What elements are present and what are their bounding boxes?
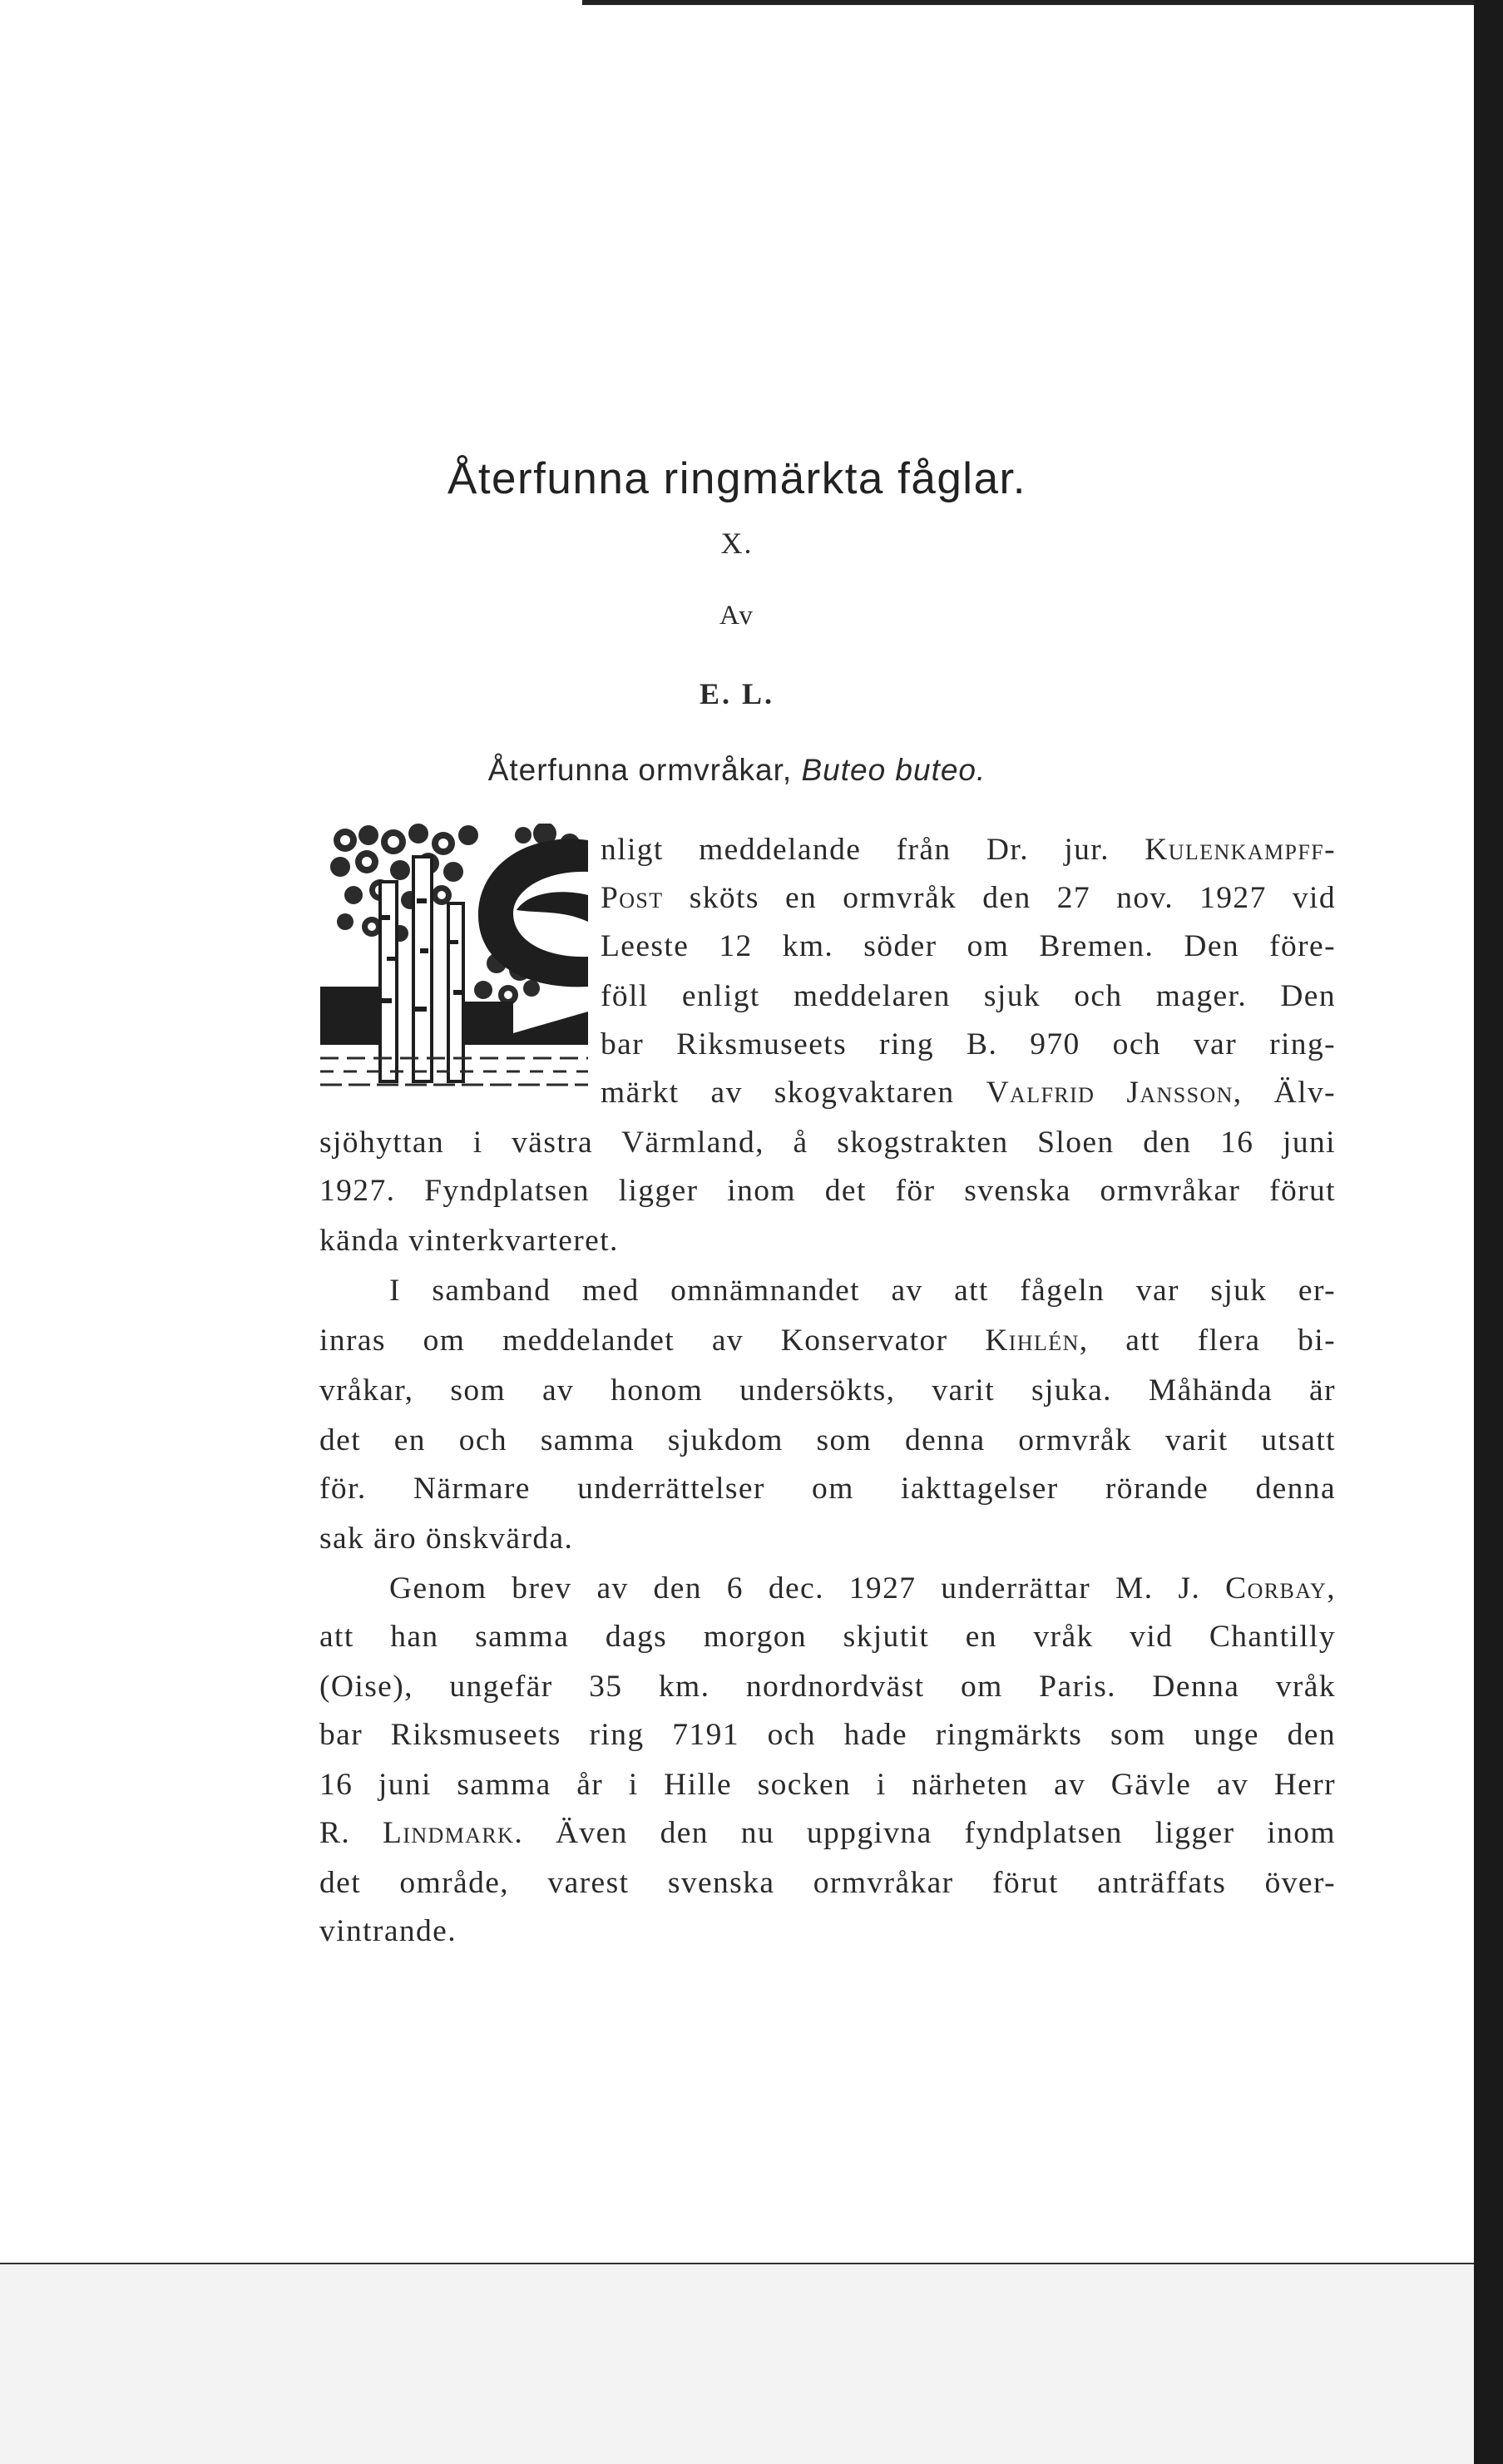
text-line: [319, 1323, 1336, 1358]
species-name: Buteo buteo.: [801, 753, 986, 787]
text-run: vråkar, som av honom undersökts, varit sjuka. Måhända är: [319, 1373, 1336, 1408]
section-heading-text: Återfunna ormvråkar,: [487, 753, 793, 787]
text-line: [601, 880, 1336, 916]
scan-border: [1474, 0, 1503, 2464]
text-run: det område, varest svenska ormvråkar förut anträffats över-: [319, 1866, 1336, 1900]
text-line: [389, 1571, 1336, 1606]
text-run: märkt av skogvaktaren: [601, 1076, 986, 1110]
text-line: [389, 1273, 1336, 1309]
text-line: [319, 1422, 1336, 1458]
text-run: bar Riksmuseets ring B. 970 och var ring-: [601, 1027, 1336, 1061]
text-run: sjöhyttan i västra Värmland, å skogstrakten Sloen den 16 juni: [319, 1126, 1336, 1160]
text-line: [319, 1767, 1336, 1803]
section-heading: [0, 753, 1474, 788]
byline-label: Av: [719, 601, 754, 631]
text-run: (Oise), ungefär 35 km. nordnordväst om Paris. Denna vråk: [319, 1670, 1336, 1704]
text-run: föll enligt meddelaren sjuk och mager. Den: [601, 979, 1336, 1013]
text-run: för. Närmare underrättelser om iakttagelser rörande denna: [319, 1472, 1336, 1506]
scan-margin: [0, 2264, 1474, 2464]
name-small-caps: Valfrid Jansson,: [986, 1076, 1243, 1110]
text-run: vintrande.: [319, 1914, 457, 1948]
scan-top-edge: [582, 0, 1474, 5]
text-run: det en och samma sjukdom som denna ormvråk varit utsatt: [319, 1423, 1336, 1457]
name-small-caps: Post: [601, 881, 664, 915]
text-line: [319, 1471, 1336, 1507]
author: E. L.: [699, 677, 775, 710]
text-line: [319, 1223, 619, 1259]
text-line: [319, 1717, 1336, 1753]
text-line: [319, 1865, 1336, 1901]
text-run: sköts en ormvråk den 27 nov. 1927 vid: [663, 881, 1336, 915]
text-run: att han samma dags morgon skjutit en vråk vid Chantilly: [319, 1620, 1336, 1654]
name-small-caps: Kihlén,: [985, 1324, 1089, 1358]
text-line: [319, 1619, 1336, 1655]
text-run: I samband med omnämnandet av att fågeln var sjuk er-: [389, 1274, 1336, 1308]
text-line: [601, 832, 1336, 868]
text-run: inras om meddelandet av Konservator: [319, 1324, 986, 1358]
text-line: [601, 928, 1336, 964]
name-small-caps: Lindmark.: [383, 1816, 524, 1850]
text-run: bar Riksmuseets ring 7191 och hade ringmärkts som unge den: [319, 1718, 1336, 1752]
text-run: Genom brev av den 6 dec. 1927 underrättar M. J.: [389, 1571, 1226, 1606]
decorative-initial: [320, 824, 588, 1091]
text-line: [601, 978, 1336, 1014]
text-run: kända vinterkvarteret.: [319, 1224, 619, 1258]
text-run: R.: [319, 1816, 383, 1850]
article-title: Återfunna ringmärkta fåglar.: [447, 454, 1026, 503]
text-line: [319, 1125, 1336, 1160]
text-line: [601, 1075, 1336, 1111]
name-small-caps: Corbay,: [1225, 1571, 1336, 1606]
text-line: [319, 1815, 1336, 1851]
text-run: 1927. Fyndplatsen ligger inom det för svenska ormvråkar förut: [319, 1174, 1336, 1208]
text-line: [319, 1521, 573, 1556]
text-run: 16 juni samma år i Hille socken i närheten av Gävle av Herr: [319, 1768, 1336, 1802]
decorative-initial-art: [320, 824, 588, 1091]
text-run: nligt meddelande från Dr. jur.: [601, 833, 1145, 867]
text-line: [319, 1373, 1336, 1408]
text-run: Älv-: [1242, 1076, 1336, 1110]
text-line: [319, 1173, 1336, 1209]
text-line: [319, 1669, 1336, 1705]
text-run: Leeste 12 km. söder om Bremen. Den före-: [601, 929, 1336, 963]
text-line: [319, 1913, 457, 1949]
text-run: sak äro önskvärda.: [319, 1521, 574, 1556]
text-run: att flera bi-: [1088, 1324, 1336, 1358]
text-line: [601, 1027, 1336, 1062]
text-run: Även den nu uppgivna fyndplatsen ligger inom: [523, 1816, 1336, 1850]
article-number: X.: [720, 527, 754, 560]
name-small-caps: Kulenkampff-: [1145, 833, 1336, 867]
